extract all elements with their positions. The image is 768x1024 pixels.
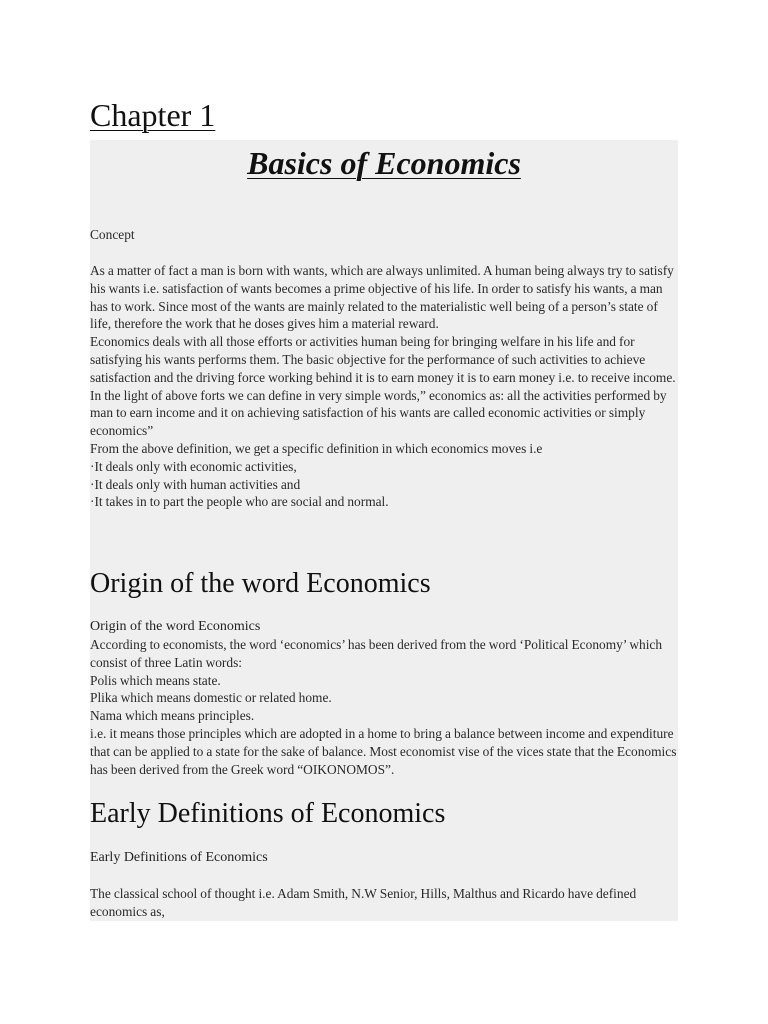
- origin-subheading: Origin of the word Economics: [90, 619, 261, 634]
- concept-paragraph: As a matter of fact a man is born with wants, which are always unlimited. A human being always try to satisfy his wants i.e. satisfaction of wants becomes a prime objective of his life. In order to satisfy his wants, a man has to work. Since most of the wants are mainly related to the materialistic well being of a person’s state of life, therefore the work that he doses gives him a material reward.: [90, 263, 674, 332]
- origin-paragraph: Polis which means state.: [90, 672, 221, 688]
- bullet-item: ·It deals only with economic activities,: [90, 458, 297, 474]
- origin-body: [90, 636, 678, 778]
- concept-paragraph: Economics deals with all those efforts or activities human being for bringing welfare in his life and for satisfying his wants performs them. The basic objective for the performance of such activities to achieve satisfaction and the driving force working behind it is to earn money it is to earn money i.e. to receive income.: [90, 334, 676, 385]
- bullet-item: ·It takes in to part the people who are social and normal.: [90, 494, 389, 510]
- origin-paragraph: Nama which means principles.: [90, 708, 255, 724]
- origin-paragraph: Plika which means domestic or related home.: [90, 690, 332, 706]
- bullet-item: ·It deals only with human activities and: [90, 476, 301, 492]
- early-definitions-subheading: Early Definitions of Economics: [90, 850, 268, 865]
- content-block: [90, 140, 678, 921]
- origin-paragraph: According to economists, the word ‘economics’ has been derived from the word ‘Political Economy’ which consist of three Latin words:: [90, 637, 663, 670]
- concept-paragraph: From the above definition, we get a specific definition in which economics moves i.e: [90, 440, 543, 456]
- document-title: Basics of Economics: [247, 145, 521, 181]
- concept-paragraph: In the light of above forts we can define in very simple words,” economics as: all the activities performed by man to earn income and it on achieving satisfaction of his wants are called economic activities or simply economics”: [90, 387, 667, 439]
- early-definitions-body: [90, 885, 678, 921]
- chapter-heading: Chapter 1: [90, 97, 216, 133]
- concept-body: [90, 262, 678, 511]
- origin-paragraph: i.e. it means those principles which are adopted in a home to bring a balance between income and expenditure that can be applied to a state for the sake of balance. Most economist vise of the vices state that the Economics has been derived from the Greek word “OIKONOMOS”.: [90, 725, 677, 777]
- origin-heading: Origin of the word Economics: [90, 568, 431, 599]
- concept-label: Concept: [90, 227, 135, 242]
- early-paragraph: The classical school of thought i.e. Adam Smith, N.W Senior, Hills, Malthus and Ricardo have defined economics as,: [90, 886, 637, 919]
- early-definitions-heading: Early Definitions of Economics: [90, 798, 446, 829]
